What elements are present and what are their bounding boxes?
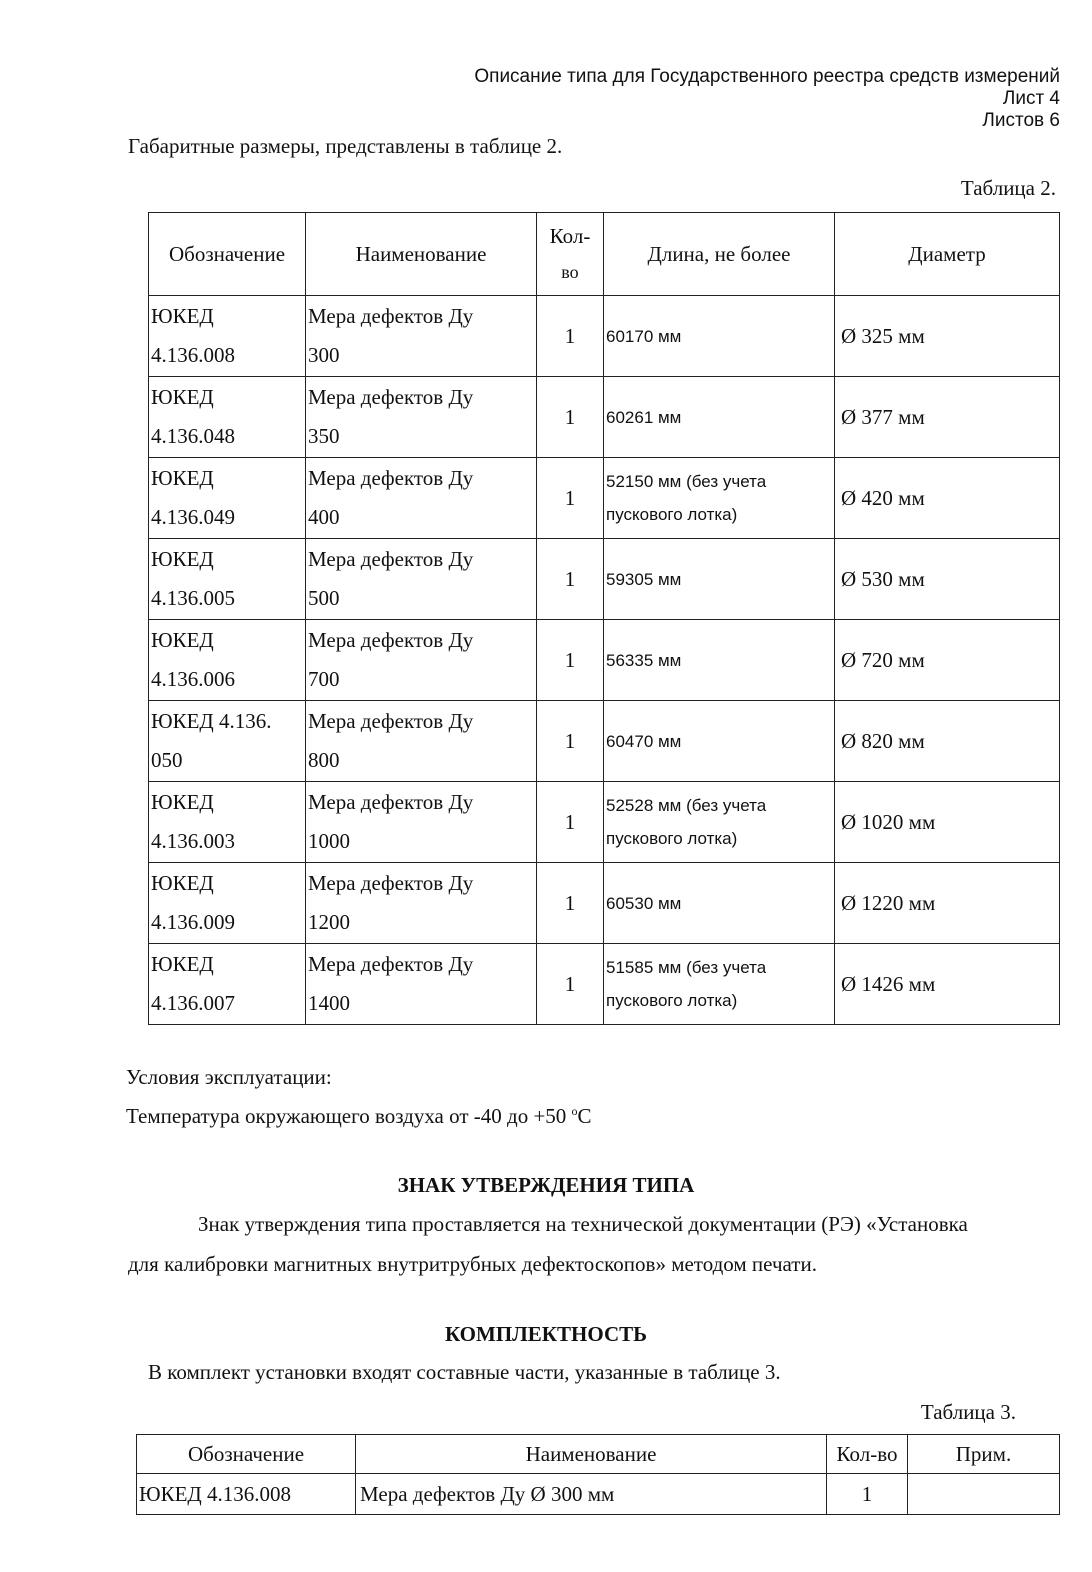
cell-name-line2: 350 [308, 424, 340, 448]
cell-code-line2: 4.136.049 [151, 505, 235, 529]
cell-name-line1: Мера дефектов Ду [308, 709, 474, 733]
cell-name-line2: 1200 [308, 910, 350, 934]
cell-diameter: Ø 325 мм [835, 296, 1060, 377]
cell-length [604, 296, 835, 377]
temperature-unit: C [577, 1104, 592, 1128]
cell-note [908, 1474, 1060, 1515]
cell-qty: 1 [537, 944, 604, 1025]
cell-code [149, 782, 306, 863]
cell-code-line2: 4.136.003 [151, 829, 235, 853]
cell-code [149, 539, 306, 620]
cell-qty: 1 [537, 296, 604, 377]
cell-name-line1: Мера дефектов Ду [308, 871, 474, 895]
table-row [149, 620, 1060, 701]
cell-name: Мера дефектов Ду Ø 300 мм [356, 1474, 827, 1515]
col-header-code: Обозначение [137, 1435, 356, 1474]
cell-code-line1: ЮКЕД [151, 871, 214, 895]
cell-name-line1: Мера дефектов Ду [308, 304, 474, 328]
table-row [149, 701, 1060, 782]
cell-name [306, 539, 537, 620]
cell-code [149, 458, 306, 539]
cell-diameter: Ø 420 мм [835, 458, 1060, 539]
cell-name-line1: Мера дефектов Ду [308, 385, 474, 409]
table3-caption: Таблица 3. [920, 1400, 1016, 1424]
table-3-completeness [136, 1434, 1060, 1515]
cell-code-line2: 4.136.005 [151, 586, 235, 610]
degree-symbol: o [571, 1104, 578, 1118]
cell-length-line1: 60261 мм [606, 407, 682, 427]
col-header-name: Наименование [306, 213, 537, 296]
cell-name [306, 377, 537, 458]
table-row [149, 863, 1060, 944]
cell-code-line1: ЮКЕД [151, 385, 214, 409]
approval-mark-line1: Знак утверждения типа проставляется на технической документации (РЭ) «Установка [198, 1212, 968, 1236]
cell-length [604, 458, 835, 539]
approval-mark-line2: для калибровки магнитных внутритрубных дефектоскопов» методом печати. [128, 1252, 817, 1276]
cell-length-line1: 52528 мм (без учета [606, 796, 767, 815]
table-row [137, 1474, 1060, 1515]
cell-qty: 1 [537, 539, 604, 620]
approval-mark-title: ЗНАК УТВЕРЖДЕНИЯ ТИПА [397, 1173, 695, 1197]
cell-qty: 1 [537, 782, 604, 863]
cell-qty: 1 [537, 458, 604, 539]
sheet-number: Лист 4 [1002, 88, 1060, 109]
cell-name-line2: 1400 [308, 991, 350, 1015]
table-row [149, 539, 1060, 620]
cell-name-line2: 800 [308, 748, 340, 772]
table-row [149, 458, 1060, 539]
cell-code [149, 377, 306, 458]
cell-name-line2: 700 [308, 667, 340, 691]
cell-name-line2: 1000 [308, 829, 350, 853]
cell-length-line1: 60470 мм [606, 731, 682, 751]
cell-qty: 1 [537, 377, 604, 458]
cell-diameter: Ø 1020 мм [835, 782, 1060, 863]
completeness-text: В комплект установки входят составные части, указанные в таблице 3. [148, 1360, 781, 1384]
cell-length-line2: пускового лотка) [606, 829, 738, 848]
col-header-note: Прим. [908, 1435, 1060, 1474]
temperature-range: Температура окружающего воздуха от -40 до +50 [126, 1104, 572, 1128]
col-header-qty-line1: Кол- [549, 224, 591, 248]
cell-name [306, 944, 537, 1025]
cell-code-line2: 4.136.048 [151, 424, 235, 448]
cell-diameter: Ø 377 мм [835, 377, 1060, 458]
cell-code-line2: 4.136.006 [151, 667, 235, 691]
cell-code-line1: ЮКЕД [151, 304, 214, 328]
cell-code-line1: ЮКЕД [151, 790, 214, 814]
cell-qty: 1 [537, 620, 604, 701]
col-header-length: Длина, не более [604, 213, 835, 296]
cell-name [306, 701, 537, 782]
cell-name-line1: Мера дефектов Ду [308, 952, 474, 976]
cell-length [604, 782, 835, 863]
cell-qty: 1 [537, 701, 604, 782]
col-header-qty: Кол-во [827, 1435, 908, 1474]
cell-length [604, 377, 835, 458]
table-2-dimensions [148, 212, 1060, 1025]
cell-code [149, 296, 306, 377]
cell-length-line1: 56335 мм [606, 650, 682, 670]
header-title: Описание типа для Государственного реестра средств измерений [474, 66, 1060, 87]
cell-name-line1: Мера дефектов Ду [308, 628, 474, 652]
cell-length-line1: 52150 мм (без учета [606, 472, 767, 491]
cell-diameter: Ø 1220 мм [835, 863, 1060, 944]
table-row [149, 782, 1060, 863]
cell-length-line1: 51585 мм (без учета [606, 958, 767, 977]
table-row [149, 296, 1060, 377]
cell-name-line1: Мера дефектов Ду [308, 547, 474, 571]
cell-diameter: Ø 820 мм [835, 701, 1060, 782]
cell-name-line2: 500 [308, 586, 340, 610]
cell-code [149, 701, 306, 782]
sheets-total: Листов 6 [982, 110, 1060, 131]
cell-length [604, 539, 835, 620]
cell-code-line2: 4.136.008 [151, 343, 235, 367]
cell-code [149, 944, 306, 1025]
operating-conditions-label: Условия эксплуатации: [126, 1065, 332, 1089]
cell-name [306, 782, 537, 863]
table-header-row [149, 213, 1060, 296]
cell-length-line1: 59305 мм [606, 569, 682, 589]
cell-name-line1: Мера дефектов Ду [308, 790, 474, 814]
cell-name [306, 620, 537, 701]
cell-length-line1: 60170 мм [606, 326, 682, 346]
cell-code-line2: 050 [151, 748, 183, 772]
cell-name [306, 863, 537, 944]
table-row [149, 944, 1060, 1025]
cell-name-line2: 300 [308, 343, 340, 367]
cell-name-line2: 400 [308, 505, 340, 529]
col-header-name: Наименование [356, 1435, 827, 1474]
cell-name-line1: Мера дефектов Ду [308, 466, 474, 490]
cell-length [604, 944, 835, 1025]
document-header [474, 66, 1060, 132]
cell-qty: 1 [827, 1474, 908, 1515]
table-header-row [137, 1435, 1060, 1474]
completeness-title: КОМПЛЕКТНОСТЬ [444, 1322, 648, 1346]
cell-qty: 1 [537, 863, 604, 944]
cell-code-line1: ЮКЕД [151, 952, 214, 976]
col-header-code: Обозначение [149, 213, 306, 296]
cell-length [604, 701, 835, 782]
cell-length-line1: 60530 мм [606, 893, 682, 913]
cell-diameter: Ø 720 мм [835, 620, 1060, 701]
cell-code-line2: 4.136.007 [151, 991, 235, 1015]
cell-length-line2: пускового лотка) [606, 505, 738, 524]
cell-code [149, 620, 306, 701]
cell-code-line2: 4.136.009 [151, 910, 235, 934]
cell-code [149, 863, 306, 944]
col-header-qty [537, 213, 604, 296]
cell-code-line1: ЮКЕД [151, 547, 214, 571]
col-header-qty-line2: во [561, 262, 579, 282]
temperature-text [126, 1104, 592, 1129]
cell-length-line2: пускового лотка) [606, 991, 738, 1010]
cell-name [306, 458, 537, 539]
cell-code-line1: ЮКЕД [151, 628, 214, 652]
cell-length [604, 620, 835, 701]
cell-name [306, 296, 537, 377]
col-header-diameter: Диаметр [835, 213, 1060, 296]
cell-length [604, 863, 835, 944]
cell-diameter: Ø 1426 мм [835, 944, 1060, 1025]
table2-caption: Таблица 2. [960, 176, 1056, 200]
table-row [149, 377, 1060, 458]
cell-diameter: Ø 530 мм [835, 539, 1060, 620]
cell-code-line1: ЮКЕД [151, 466, 214, 490]
cell-code: ЮКЕД 4.136.008 [137, 1474, 356, 1515]
cell-code-line1: ЮКЕД 4.136. [151, 709, 272, 733]
intro-text: Габаритные размеры, представлены в таблице 2. [128, 134, 563, 158]
